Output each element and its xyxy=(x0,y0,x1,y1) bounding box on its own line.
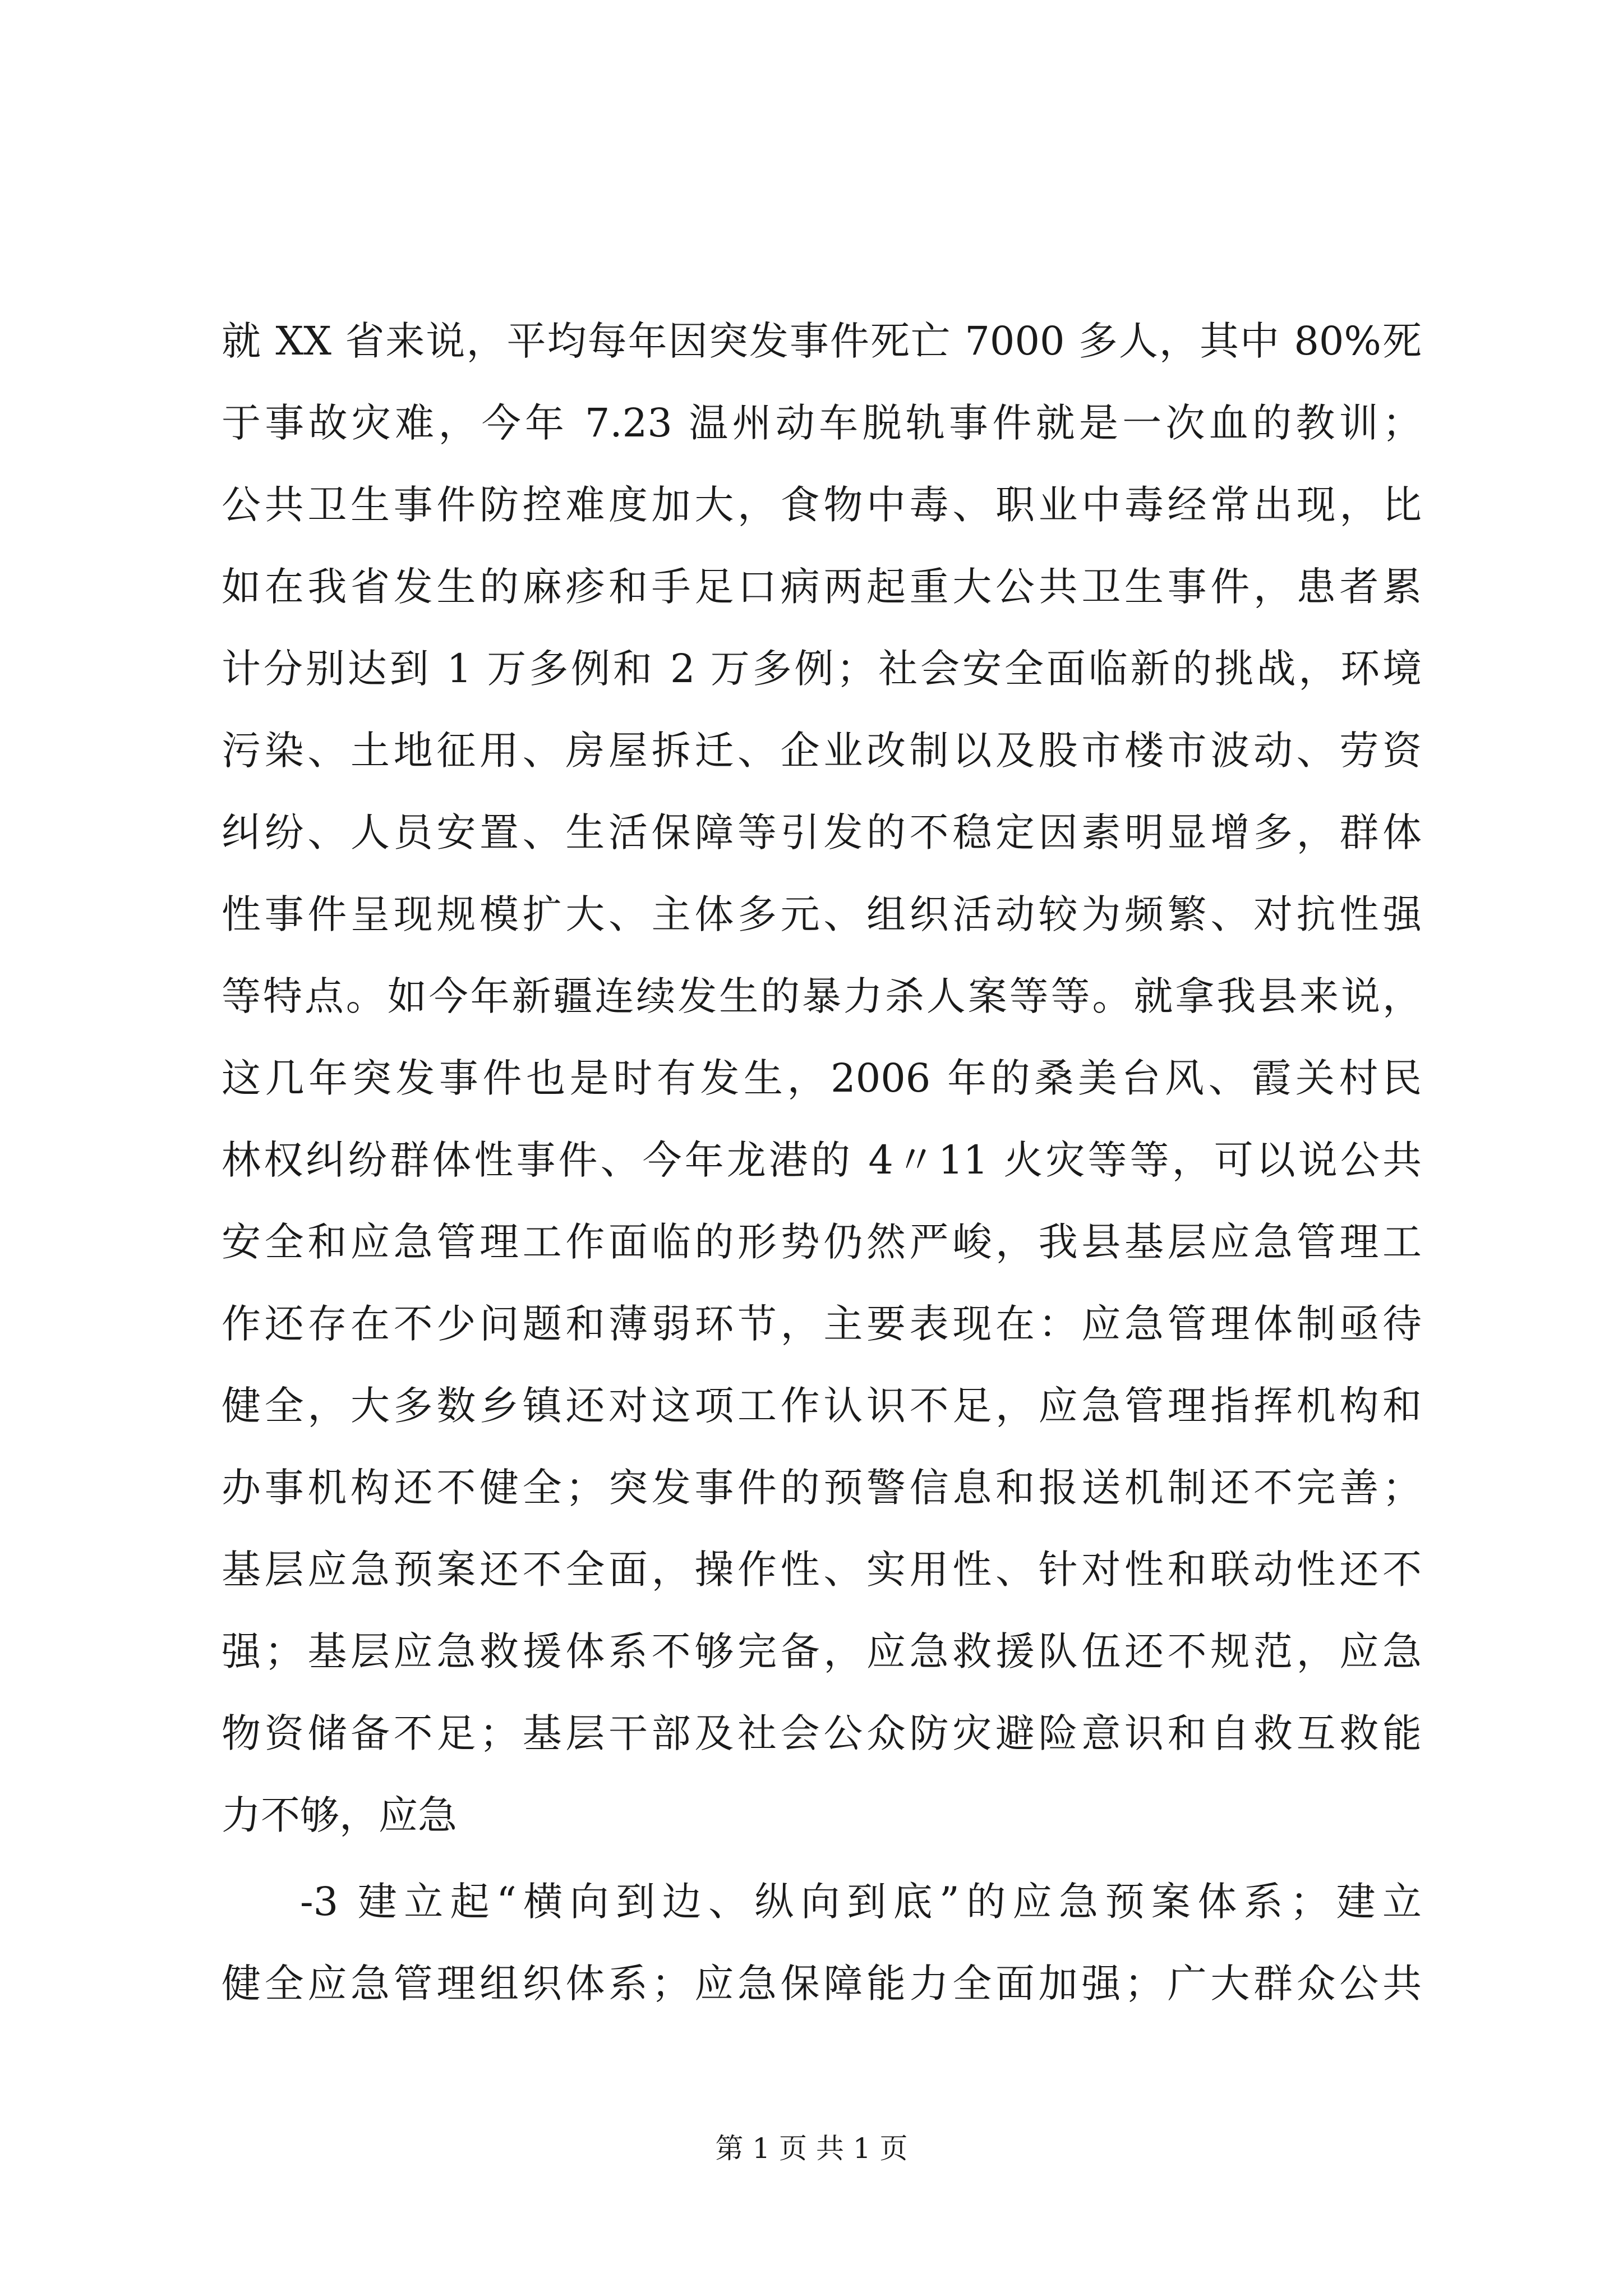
text-line: 办事机构还不健全；突发事件的预警信息和报送机制还不完善； xyxy=(222,1465,1422,1511)
page-number: 第 1 页 共 1 页 xyxy=(715,2132,908,2165)
text-line: 健全应急管理组织体系；应急保障能力全面加强；广大群众公共 xyxy=(222,1961,1422,2007)
text-line: 如在我省发生的麻疹和手足口病两起重大公共卫生事件，患者累 xyxy=(222,564,1422,610)
text-line: 强；基层应急救援体系不够完备，应急救援队伍还不规范，应急 xyxy=(222,1628,1422,1674)
text-line: 基层应急预案还不全面，操作性、实用性、针对性和联动性还不 xyxy=(222,1547,1422,1593)
document-body xyxy=(222,300,1422,2024)
text-line: 公共卫生事件防控难度加大，食物中毒、职业中毒经常出现，比 xyxy=(222,482,1422,528)
text-line: 力不够，应急 xyxy=(222,1792,457,1838)
text-line: 作还存在不少问题和薄弱环节，主要表现在：应急管理体制亟待 xyxy=(222,1301,1422,1347)
text-line: 就 XX 省来说，平均每年因突发事件死亡 7000 多人，其中 80%死 xyxy=(222,318,1422,364)
text-line: 纠纷、人员安置、生活保障等引发的不稳定因素明显增多，群体 xyxy=(222,809,1422,855)
text-line: 污染、土地征用、房屋拆迁、企业改制以及股市楼市波动、劳资 xyxy=(222,728,1422,774)
text-line: 性事件呈现规模扩大、主体多元、组织活动较为频繁、对抗性强 xyxy=(222,891,1422,937)
text-line: 林权纠纷群体性事件、今年龙港的 4〃11 火灾等等，可以说公共 xyxy=(222,1137,1422,1183)
paragraph-1 xyxy=(222,300,1422,1856)
paragraph-gap xyxy=(222,1856,1422,1861)
paragraph-2 xyxy=(222,1861,1422,2024)
text-line: 等特点。如今年新疆连续发生的暴力杀人案等等。就拿我县来说， xyxy=(222,973,1422,1019)
text-line: 这几年突发事件也是时有发生，2006 年的桑美台风、霞关村民 xyxy=(222,1055,1422,1101)
page-footer xyxy=(0,2132,1623,2165)
text-line: 物资储备不足；基层干部及社会公众防灾避险意识和自救互救能 xyxy=(222,1710,1422,1756)
text-line: 健全，大多数乡镇还对这项工作认识不足，应急管理指挥机构和 xyxy=(222,1383,1422,1429)
text-line: 计分别达到 1 万多例和 2 万多例；社会安全面临新的挑战，环境 xyxy=(222,646,1422,692)
text-line: -3 建立起“横向到边、纵向到底”的应急预案体系；建立 xyxy=(300,1879,1422,1925)
text-line: 于事故灾难，今年 7.23 温州动车脱轨事件就是一次血的教训； xyxy=(222,400,1422,446)
text-line: 安全和应急管理工作面临的形势仍然严峻，我县基层应急管理工 xyxy=(222,1219,1422,1265)
